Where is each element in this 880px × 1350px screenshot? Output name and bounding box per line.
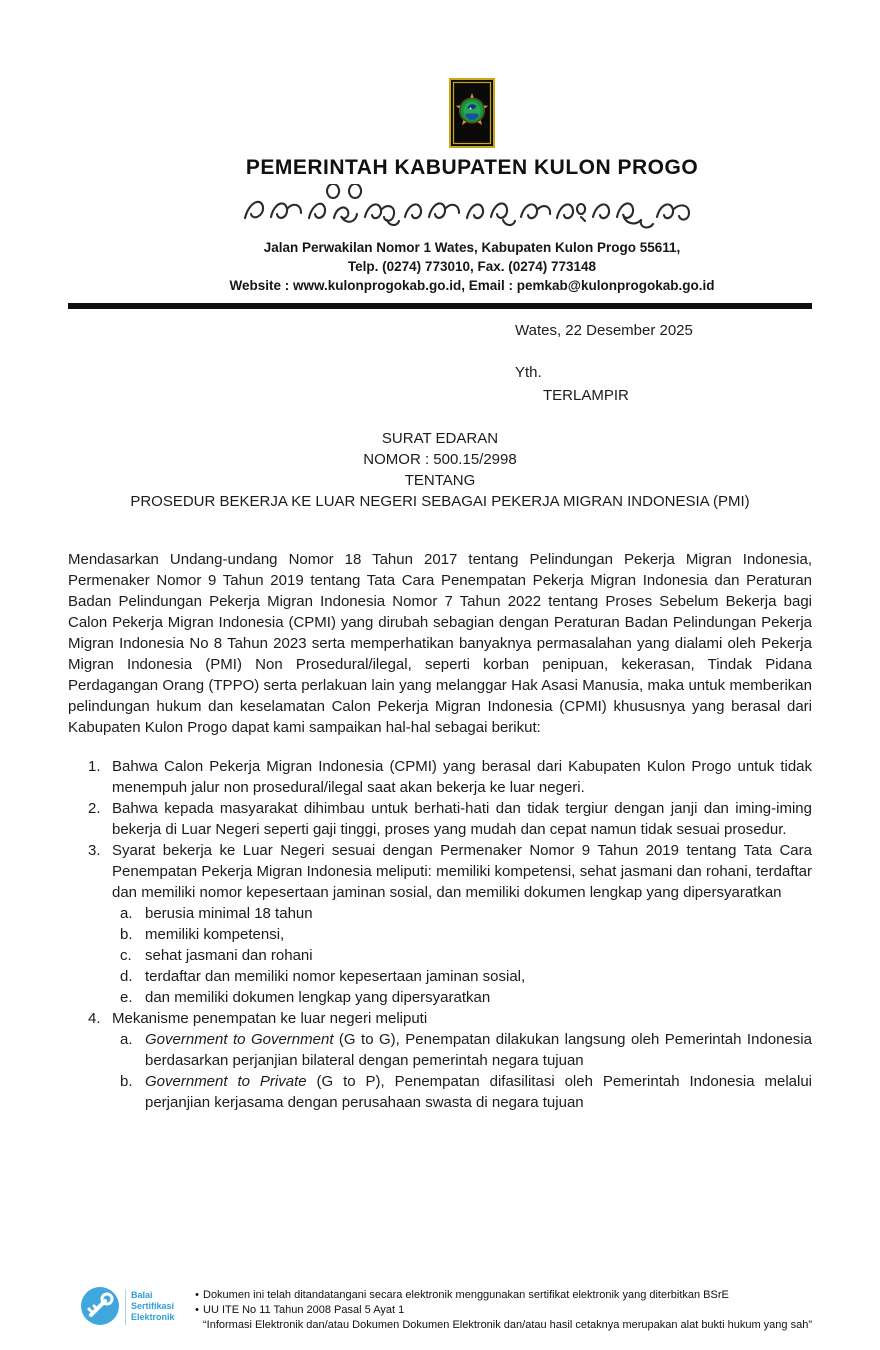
bsre-label-line3: Elektronik: [131, 1312, 175, 1322]
esignature-footer: [80, 1286, 831, 1333]
italic-lead: Government to Private: [145, 1073, 307, 1090]
sub-item-text: [145, 1029, 812, 1071]
sub-item-letter: a.: [120, 905, 133, 922]
address-line-3: Website : www.kulonprogokab.go.id, Email : pemkab@kulonprogokab.go.id: [229, 278, 715, 293]
sub-item-letter: b.: [120, 926, 133, 943]
sub-item-letter: a.: [120, 1031, 133, 1048]
sub-item-4a: [68, 1029, 812, 1071]
javanese-script-line: [237, 184, 707, 230]
bsre-label: [131, 1290, 183, 1323]
list-item-3: [68, 840, 812, 903]
sub-item-letter: b.: [120, 1073, 133, 1090]
sub-item-text: [145, 1071, 812, 1113]
sub-item-text: memiliki kompetensi,: [145, 926, 285, 943]
letterhead: [32, 0, 880, 295]
footer-note-1: [191, 1288, 831, 1303]
letter-about-label: TENTANG: [404, 472, 476, 489]
item-number: 3.: [88, 842, 101, 859]
recipient-name: TERLAMPIR: [543, 387, 629, 404]
item-number: 2.: [88, 800, 101, 817]
date-line: Wates, 22 Desember 2025: [515, 322, 693, 339]
sub-item-letter: e.: [120, 989, 133, 1006]
bsre-label-line1: Balai: [131, 1290, 153, 1300]
sub-item-3a: [68, 903, 812, 924]
sub-item-text: terdaftar dan memiliki nomor kepesertaan jaminan sosial,: [145, 968, 526, 985]
list-item-4: [68, 1008, 812, 1029]
address-line-2: Telp. (0274) 773010, Fax. (0274) 773148: [347, 259, 597, 274]
kulon-progo-crest-icon: [449, 78, 495, 148]
item-text: Bahwa kepada masyarakat dihimbau untuk berhati-hati dan tidak tergiur dengan janji dan iming-iming bekerja di Luar Negeri seperti gaji tinggi, proses yang mudah dan cepat namun tidak sesuai prosedur.: [112, 800, 812, 838]
sub-item-3b: [68, 924, 812, 945]
list-item-2: [68, 798, 812, 840]
footer-divider: [125, 1289, 126, 1325]
sub-item-rest: (G to G), Penempatan dilakukan langsung oleh Pemerintah Indonesia berdasarkan perjanjian bilateral dengan pemerintah negara tujuan: [145, 1031, 812, 1069]
letterhead-address: [32, 238, 880, 295]
sub-item-rest: (G to P), Penempatan difasilitasi oleh Pemerintah Indonesia melalui perjanjian kerjasama dengan perusahaan swasta di negara tujuan: [145, 1073, 812, 1111]
item-text: Syarat bekerja ke Luar Negeri sesuai dengan Permenaker Nomor 9 Tahun 2019 tentang Tata Cara Penempatan Pekerja Migran Indonesia meliputi: memiliki kompetensi, sehat jasmani dan rohani, terdaftar dan memiliki nomor kepesertaan jaminan sosial, dan memiliki dokumen lengkap yang dipersyaratkan: [112, 842, 812, 901]
bullet-icon: •: [195, 1289, 199, 1301]
letter-type: SURAT EDARAN: [381, 430, 499, 447]
footer-notes: [191, 1288, 831, 1333]
footer-note-text: Dokumen ini telah ditandatangani secara elektronik menggunakan sertifikat elektronik yang diterbitkan BSrE: [203, 1289, 729, 1301]
recipient-prefix: Yth.: [515, 364, 542, 381]
sub-item-letter: d.: [120, 968, 133, 985]
item-number: 1.: [88, 758, 101, 775]
bsre-label-line2: Sertifikasi: [131, 1301, 175, 1311]
footer-note-2: [191, 1303, 831, 1318]
sub-item-3c: [68, 945, 812, 966]
item-text: Bahwa Calon Pekerja Migran Indonesia (CPMI) yang berasal dari Kabupaten Kulon Progo untuk tidak menempuh jalur non prosedural/ilegal saat akan bekerja ke luar negeri.: [112, 758, 812, 796]
sub-item-text: dan memiliki dokumen lengkap yang dipersyaratkan: [145, 989, 491, 1006]
address-line-1: Jalan Perwakilan Nomor 1 Wates, Kabupaten Kulon Progo 55611,: [263, 240, 681, 255]
numbered-list: [68, 756, 812, 1113]
italic-lead: Government to Government: [145, 1031, 334, 1048]
item-number: 4.: [88, 1010, 101, 1027]
footer-note-text: UU ITE No 11 Tahun 2008 Pasal 5 Ayat 1: [203, 1304, 405, 1316]
list-item-1: [68, 756, 812, 798]
opening-paragraph: Mendasarkan Undang-undang Nomor 18 Tahun 2017 tentang Pelindungan Pekerja Migran Indonesia, Permenaker Nomor 9 Tahun 2019 tentang Tata Cara Penempatan Pekerja Migran Indonesia dan Peraturan Badan Pelindungan Pekerja Migran Indonesia Nomor 7 Tahun 2022 tentang Proses Sebelum Bekerja bagi Calon Pekerja Migran Indonesia (CPMI) yang dirubah sebagian dengan Peraturan Badan Pelindungan Pekerja Migran Indonesia No 8 Tahun 2023 serta memperhatikan banyaknya permasalahan yang dialami oleh Pekerja Migran Indonesia (PMI) Non Prosedural/ilegal, seperti korban penipuan, kekerasan, Tindak Pidana Perdagangan Orang (TPPO) serta perlakuan lain yang melanggar Hak Asasi Manusia, maka untuk memberikan pelindungan hukum dan keselamatan Calon Pekerja Migran Indonesia (CPMI) khususnya yang berasal dari Kabupaten Kulon Progo dapat kami sampaikan hal-hal sebagai berikut:: [68, 551, 812, 736]
footer-quote: “Informasi Elektronik dan/atau Dokumen Dokumen Elektronik dan/atau hasil cetaknya merupakan alat bukti hukum yang sah”: [203, 1319, 812, 1331]
sub-item-3e: [68, 987, 812, 1008]
letter-number: NOMOR : 500.15/2998: [363, 451, 517, 468]
sub-item-4b: [68, 1071, 812, 1113]
letter-title-block: [68, 428, 812, 512]
bullet-icon: •: [195, 1304, 199, 1316]
sub-item-text: sehat jasmani dan rohani: [145, 947, 313, 964]
bsre-logo-icon: [80, 1286, 120, 1326]
item-text: Mekanisme penempatan ke luar negeri meliputi: [112, 1010, 428, 1027]
letter-body: [68, 318, 812, 1113]
header-divider: [68, 303, 812, 309]
letter-subject: PROSEDUR BEKERJA KE LUAR NEGERI SEBAGAI PEKERJA MIGRAN INDONESIA (PMI): [130, 493, 750, 510]
org-name: PEMERINTAH KABUPATEN KULON PROGO: [245, 156, 699, 179]
sub-item-text: berusia minimal 18 tahun: [145, 905, 313, 922]
sub-item-3d: [68, 966, 812, 987]
sub-item-letter: c.: [120, 947, 132, 964]
